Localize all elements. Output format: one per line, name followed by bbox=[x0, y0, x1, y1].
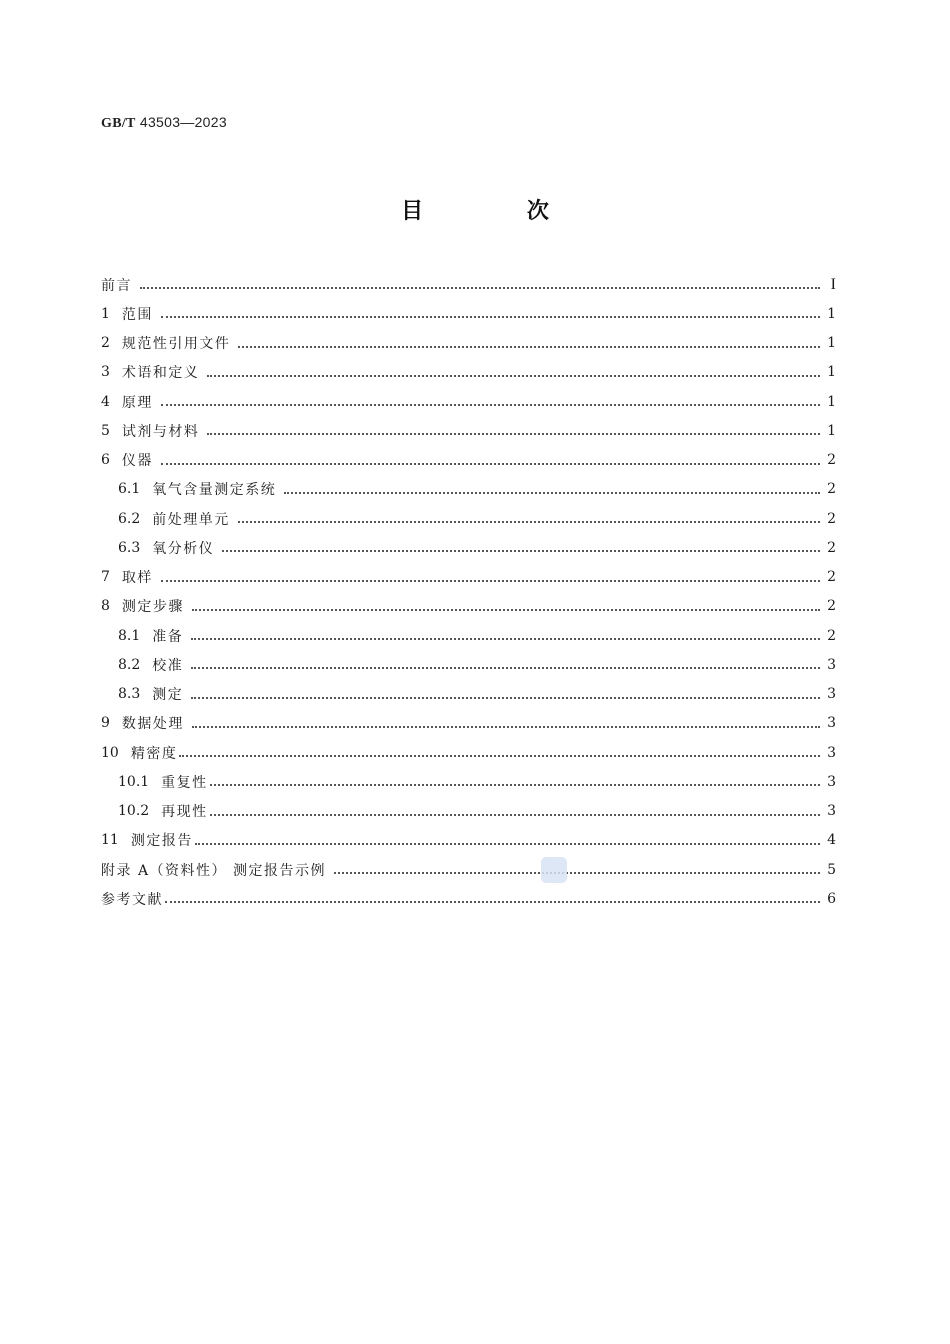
toc-entry-number: 8.2 bbox=[118, 656, 141, 673]
dot-leader bbox=[191, 696, 820, 699]
toc-entry-number: 10 bbox=[101, 744, 119, 761]
dot-leader bbox=[192, 725, 820, 728]
toc-entry-8-3[interactable] bbox=[101, 680, 836, 709]
toc-entry-number: 4 bbox=[101, 393, 110, 410]
toc-entry-page: 3 bbox=[827, 715, 836, 732]
watermark-mark bbox=[541, 857, 567, 883]
toc-entry-title: 再现性 bbox=[161, 804, 208, 821]
toc-entry-title: 参考文献 bbox=[101, 891, 163, 908]
toc-entry-10[interactable] bbox=[101, 738, 836, 767]
toc-entry-page: 3 bbox=[827, 773, 836, 790]
toc-entry-number: 2 bbox=[101, 335, 110, 352]
toc-entry-8-2[interactable] bbox=[101, 650, 836, 679]
toc-entry-title: 测定 bbox=[152, 687, 184, 704]
dot-leader bbox=[222, 549, 820, 552]
toc-entry-title: 精密度 bbox=[130, 745, 178, 762]
toc-entry-number: 6.1 bbox=[118, 481, 141, 498]
toc-entry-number: 9 bbox=[101, 715, 110, 732]
toc-entry-title: 附录 A（资料性） 测定报告示例 bbox=[101, 862, 327, 879]
toc-entry-title: 试剂与材料 bbox=[121, 423, 200, 440]
toc-entry-number: 10.1 bbox=[118, 773, 150, 790]
toc-entry-page: 2 bbox=[827, 452, 836, 469]
dot-leader bbox=[161, 315, 820, 318]
toc-entry-6-2[interactable] bbox=[101, 504, 836, 533]
dot-leader bbox=[207, 432, 820, 435]
toc-entry-title: 氧分析仪 bbox=[152, 540, 215, 557]
toc-entry-title: 数据处理 bbox=[121, 716, 184, 733]
toc-entry-foreword[interactable] bbox=[101, 270, 836, 299]
dot-leader bbox=[161, 579, 820, 582]
toc-entry-page: 4 bbox=[827, 832, 836, 849]
toc-entry-6-3[interactable] bbox=[101, 533, 836, 562]
toc-entry-5[interactable] bbox=[101, 416, 836, 445]
toc-entry-number: 11 bbox=[101, 832, 119, 849]
dot-leader bbox=[210, 783, 820, 786]
toc-entry-8-1[interactable] bbox=[101, 621, 836, 650]
dot-leader bbox=[195, 842, 820, 845]
toc-entry-title: 测定步骤 bbox=[121, 599, 184, 616]
dot-leader bbox=[207, 374, 820, 377]
dot-leader bbox=[238, 520, 820, 523]
toc-entry-page: 3 bbox=[827, 744, 836, 761]
toc-entry-page: 2 bbox=[827, 510, 836, 527]
toc-entry-annex-a[interactable] bbox=[101, 855, 836, 884]
toc-entry-title: 取样 bbox=[121, 570, 153, 587]
toc-entry-page: 1 bbox=[827, 393, 836, 410]
dot-leader bbox=[284, 491, 820, 494]
toc-entry-title: 前处理单元 bbox=[152, 511, 230, 528]
toc-entry-page: 1 bbox=[827, 364, 836, 381]
toc-title: 目 次 bbox=[401, 199, 597, 224]
toc-entry-page: I bbox=[830, 275, 836, 293]
toc-entry-title: 重复性 bbox=[161, 774, 208, 791]
dot-leader bbox=[191, 637, 820, 640]
document-code bbox=[101, 114, 227, 132]
toc-entry-number: 6.2 bbox=[118, 510, 141, 527]
document-code-prefix: GB/T bbox=[101, 116, 136, 131]
dot-leader bbox=[140, 286, 820, 289]
toc-entry-number: 8.1 bbox=[118, 627, 141, 644]
toc-entry-title: 原理 bbox=[121, 394, 153, 411]
toc-entry-page: 2 bbox=[827, 481, 836, 498]
toc-entry-page: 3 bbox=[827, 803, 836, 820]
toc-entry-title: 术语和定义 bbox=[121, 365, 200, 382]
document-code-number: 43503—2023 bbox=[139, 114, 227, 130]
toc-entry-title: 前言 bbox=[101, 277, 132, 294]
toc-entry-3[interactable] bbox=[101, 358, 836, 387]
toc-entry-page: 6 bbox=[827, 890, 836, 907]
toc-entry-page: 3 bbox=[827, 656, 836, 673]
toc-entry-number: 3 bbox=[101, 364, 110, 381]
toc-entry-number: 6.3 bbox=[118, 539, 141, 556]
toc-entry-title: 测定报告 bbox=[130, 833, 193, 850]
toc-entry-number: 8 bbox=[101, 598, 110, 615]
toc-entry-2[interactable] bbox=[101, 329, 836, 358]
toc-entry-number: 10.2 bbox=[118, 803, 150, 820]
toc-entry-4[interactable] bbox=[101, 387, 836, 416]
toc-entry-page: 3 bbox=[827, 686, 836, 703]
toc-entry-6-1[interactable] bbox=[101, 475, 836, 504]
toc-entry-page: 1 bbox=[827, 422, 836, 439]
toc-entry-11[interactable] bbox=[101, 826, 836, 855]
toc-entry-page: 1 bbox=[827, 335, 836, 352]
dot-leader bbox=[191, 666, 820, 669]
toc-entry-number: 5 bbox=[101, 422, 110, 439]
toc-entry-1[interactable] bbox=[101, 299, 836, 328]
toc-entry-page: 1 bbox=[827, 305, 836, 322]
toc-entry-title: 规范性引用文件 bbox=[121, 336, 231, 353]
toc-entry-title: 仪器 bbox=[121, 453, 153, 470]
toc-entry-number: 6 bbox=[101, 452, 110, 469]
toc-entry-9[interactable] bbox=[101, 709, 836, 738]
toc-entry-page: 2 bbox=[827, 569, 836, 586]
toc-entry-title: 氧气含量测定系统 bbox=[152, 482, 277, 499]
dot-leader bbox=[161, 403, 820, 406]
toc-entry-10-1[interactable] bbox=[101, 767, 836, 796]
dot-leader bbox=[179, 754, 820, 757]
toc-entry-title: 范围 bbox=[121, 306, 153, 323]
toc-entry-number: 8.3 bbox=[118, 686, 141, 703]
toc-entry-number: 7 bbox=[101, 569, 110, 586]
toc-entry-number: 1 bbox=[101, 305, 110, 322]
toc-entry-bibliography[interactable] bbox=[101, 884, 836, 913]
toc-entry-page: 2 bbox=[827, 539, 836, 556]
toc-entry-page: 2 bbox=[827, 627, 836, 644]
toc-entry-title: 校准 bbox=[152, 657, 184, 674]
toc-entry-6[interactable] bbox=[101, 446, 836, 475]
dot-leader bbox=[161, 462, 820, 465]
toc-entry-title: 准备 bbox=[152, 628, 184, 645]
dot-leader bbox=[192, 608, 820, 611]
toc-entry-7[interactable] bbox=[101, 563, 836, 592]
toc-entry-8[interactable] bbox=[101, 592, 836, 621]
dot-leader bbox=[165, 900, 820, 903]
dot-leader bbox=[238, 345, 820, 348]
toc-entry-10-2[interactable] bbox=[101, 797, 836, 826]
dot-leader bbox=[334, 871, 820, 874]
dot-leader bbox=[210, 813, 820, 816]
toc-entry-page: 5 bbox=[827, 861, 836, 878]
table-of-contents bbox=[101, 270, 836, 914]
toc-entry-page: 2 bbox=[827, 598, 836, 615]
